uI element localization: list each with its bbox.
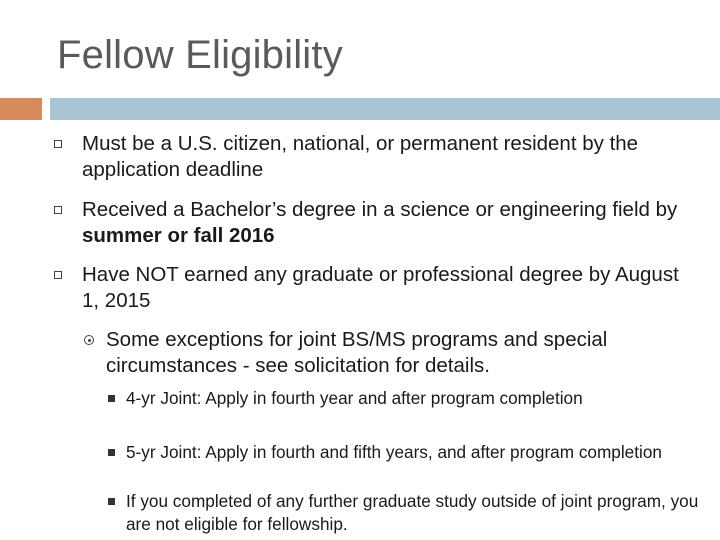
bullet-item [82, 262, 692, 314]
bullet-text: Have NOT earned any graduate or professional degree by August 1, 2015 [82, 263, 679, 312]
slide-title: Fellow Eligibility [57, 33, 343, 77]
square-bullet-icon [54, 271, 62, 279]
sub-sub-bullet-text: 4-yr Joint: Apply in fourth year and after program completion [126, 388, 583, 408]
filled-square-bullet-icon [108, 395, 115, 402]
sub-sub-bullet-item [126, 387, 706, 410]
bullet-item [82, 197, 692, 249]
sub-bullet-text: Some exceptions for joint BS/MS programs and special circumstances - see solicitation for details. [106, 328, 608, 377]
bullet-text: Received a Bachelor’s degree in a science or engineering field by [82, 198, 678, 221]
sub-sub-bullet-text: 5-yr Joint: Apply in fourth and fifth years, and after program completion [126, 442, 662, 462]
bullet-item [82, 131, 692, 183]
filled-square-bullet-icon [108, 498, 115, 505]
target-bullet-icon [84, 335, 94, 345]
bullet-text: Must be a U.S. citizen, national, or permanent resident by the application deadline [82, 132, 639, 181]
sub-sub-bullet-item [126, 441, 706, 464]
sub-bullet-item [106, 327, 696, 379]
square-bullet-icon [54, 140, 62, 148]
sub-sub-bullet-item [126, 490, 706, 536]
bullet-text-bold: summer or fall 2016 [82, 224, 275, 247]
filled-square-bullet-icon [108, 449, 115, 456]
square-bullet-icon [54, 206, 62, 214]
sub-sub-bullet-text: If you completed of any further graduate study outside of joint program, you are not eligible for fellowship. [126, 491, 699, 534]
